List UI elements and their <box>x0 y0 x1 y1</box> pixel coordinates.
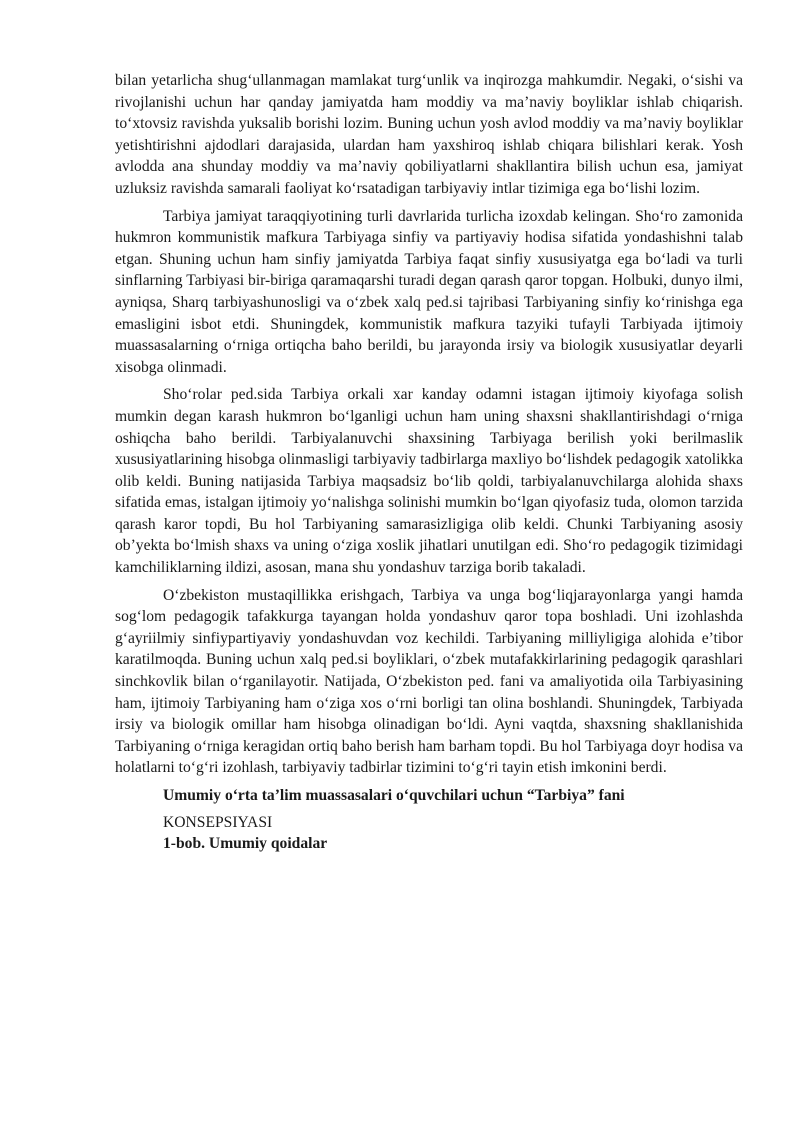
chapter-title: 1-bob. Umumiy qoidalar <box>163 835 328 853</box>
paragraph-1: bilan yetarlicha shug‘ullanmagan mamlakat turg‘unlik va inqirozga mahkumdir. Negaki, o‘sishi va rivojlanishi uchun har qanday jamiyatda ham moddiy va ma’naviy boyliklar ishlab chiqarish. to‘xtovsiz ravishda yuksalib borishi lozim. Buning uchun yosh avlod moddiy va ma’naviy boyliklar yetishtirishni ajdodlari darajasida, ulardan ham yaxshiroq ishlab chiqara bilishlari kerak. Yosh avlodda ana shunday moddiy va ma’naviy qobiliyatlarni shakllantira bilish uchun esa, jamiyat uzluksiz ravishda samarali faoliyat ko‘rsatadigan tarbiyaviy intlar tizimiga ega bo‘lishi lozim. <box>115 72 743 197</box>
section-heading: Umumiy o‘rta ta’lim muassasalari o‘quvchilari uchun “Tarbiya” fani <box>163 787 625 804</box>
paragraph-4: O‘zbekiston mustaqillikka erishgach, Tarbiya va unga bog‘liqjarayonlarga yangi hamda sog‘lom pedagogik tafakkurga tayangan holda yondashuv qaror topa boshladi. Uni izohlashda g‘ayriilmiy sinfiypartiyaviy yondashuvdan voz kechildi. Tarbiyaning milliyligiga alohida e’tibor karatilmoqda. Buning uchun xalq ped.si boyliklari, o‘zbek mutafakkirlarining pedagogik qarashlari sinchkovlik bilan o‘rganilayotir. Natijada, O‘zbekiston ped. fani va amaliyotida oila Tarbiyasining ham, ijtimoiy Tarbiyaning ham o‘ziga xos o‘rni borligi tan olina boshlandi. Shuningdek, Tarbiyada irsiy va biologik omillar ham hisobga olinadigan bo‘ldi. Ayni vaqtda, shaxsning shakllanishida Tarbiyaning o‘rniga keragidan ortiq baho berish ham barham topdi. Bu hol Tarbiyaga doyr hodisa va holatlarni to‘g‘ri izohlash, tarbiyaviy tadbirlar tizimini to‘g‘ri tayin etish imkonini berdi. <box>115 586 743 777</box>
section-subheading: KONSEPSIYASI <box>163 813 273 831</box>
paragraph-3: Sho‘rolar ped.sida Tarbiya orkali xar kanday odamni istagan ijtimoiy kiyofaga solish mumkin degan karash hukmron bo‘lganligi uchun ham uning shaxsni shakllantirishdagi o‘rniga oshiqcha baho berildi. Tarbiyalanuvchi shaxsining Tarbiyaga berilish yoki berilmaslik xususiyatlarining hisobga olinmasligi tarbiyaviy tadbirlarga maxliyo bo‘lishdek pedagogik xatolikka olib keldi. Buning natijasida Tarbiya maqsadsiz bo‘lib qoldi, tarbiyalanuvchilarga alohida shaxs sifatida emas, istalgan ijtimoiy yo‘nalishga solinishi mumkin bo‘lgan qiyofasiz tuda, olomon tarzida qarash karor topdi, Bu hol Tarbiyaning samarasizligiga olib keldi. Chunki Tarbiyaning asosiy ob’yekta bo‘lmish shaxs va uning o‘ziga xoslik jihatlari unutilgan edi. Sho‘ro pedagogik tizimidagi kamchiliklarning ildizi, asosan, mana shu yondashuv tarziga borib takaladi. <box>115 386 743 577</box>
paragraph-2: Tarbiya jamiyat taraqqiyotining turli davrlarida turlicha izoxdab kelingan. Sho‘ro zamonida hukmron kommunistik mafkura Tarbiyaga sinfiy va partiyaviy hodisa sifatida yondashishni talab etgan. Shuning uchun ham sinfiy jamiyatda Tarbiya faqat sinfiy xususiyatga ega bo‘ladi va turli sinflarning Tarbiyasi bir-biriga qaramaqarshi turadi degan qarash qaror topgan. Holbuki, dunyo ilmi, ayniqsa, Sharq tarbiyashunosligi va o‘zbek xalq ped.si tajribasi Tarbiyaning sinfiy ko‘rinishga ega emasligini isbot etdi. Shuningdek, kommunistik mafkura tazyiki tufayli Tarbiyada ijtimoiy muassasalarning o‘rniga ortiqcha baho berildi, bu jarayonda irsiy va biologik xususiyatlar deyarli xisobga olinmadi. <box>115 207 743 376</box>
document-page <box>115 70 743 855</box>
